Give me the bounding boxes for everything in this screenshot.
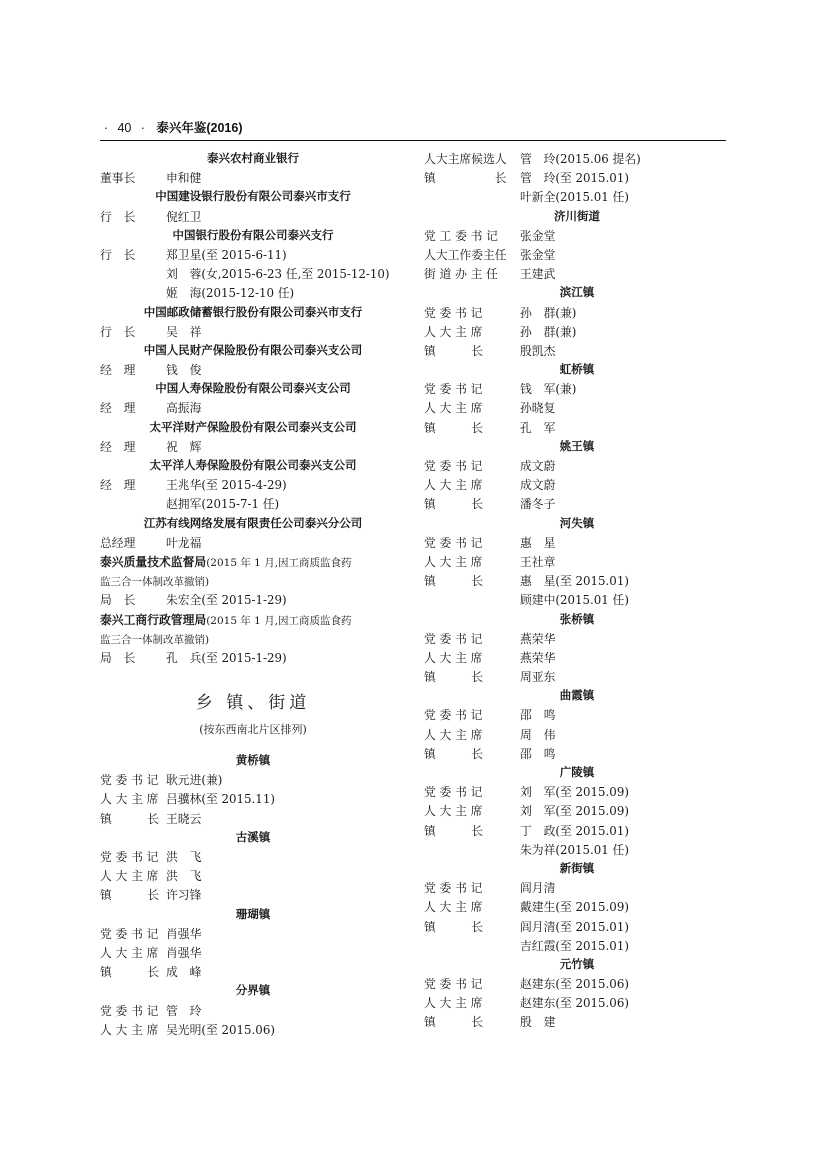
officer-entry bbox=[424, 802, 730, 821]
officer-role: 镇 长 bbox=[424, 574, 483, 589]
header-dot-left: · bbox=[103, 121, 109, 135]
officer-role: 镇 长 bbox=[424, 919, 483, 934]
org-heading: 新街镇 bbox=[559, 862, 595, 875]
officer-entry bbox=[424, 495, 730, 514]
org-heading: 中国人民财产保险股份有限公司泰兴支公司 bbox=[143, 344, 363, 357]
officer-entry bbox=[100, 399, 406, 418]
officer-name: 戴建生(至 2015.09) bbox=[520, 900, 629, 915]
officer-name: 申和健 bbox=[166, 171, 202, 186]
officer-role: 董事长 bbox=[100, 171, 136, 186]
org-heading: 姚王镇 bbox=[559, 440, 595, 453]
officer-role: 人 大 主 席 bbox=[424, 324, 483, 339]
officer-entry bbox=[100, 476, 406, 495]
officer-role: 局 长 bbox=[100, 650, 136, 665]
officer-entry bbox=[100, 361, 406, 380]
officer-name: 成文蔚 bbox=[520, 459, 556, 473]
officer-role: 行 长 bbox=[100, 247, 136, 262]
org-heading: 珊瑚镇 bbox=[235, 908, 271, 921]
org-heading: 分界镇 bbox=[235, 985, 271, 998]
officer-name: 邵 鸣 bbox=[520, 746, 556, 761]
officer-name: 殷凯杰 bbox=[520, 343, 556, 358]
running-header bbox=[100, 118, 726, 138]
officer-entry bbox=[424, 380, 730, 399]
officer-entry bbox=[424, 399, 730, 418]
officer-role: 经 理 bbox=[100, 439, 136, 454]
agency-note bbox=[100, 572, 406, 591]
officer-role: 党 委 书 记 bbox=[100, 926, 159, 941]
officer-name: 闾月清(至 2015.01) bbox=[520, 919, 629, 934]
officer-entry bbox=[424, 342, 730, 361]
officer-role: 镇 长 bbox=[424, 171, 507, 186]
right-column bbox=[424, 150, 730, 1033]
officer-role: 人 大 主 席 bbox=[424, 996, 483, 1011]
section-title: 乡 镇、街道 bbox=[195, 693, 311, 714]
officer-entry bbox=[100, 867, 406, 886]
officer-role: 党 委 书 记 bbox=[424, 305, 483, 320]
agency-note bbox=[100, 553, 406, 572]
officer-name: 吕骥林(至 2015.11) bbox=[166, 792, 275, 807]
officer-entry bbox=[424, 227, 730, 246]
officer-entry bbox=[100, 944, 406, 963]
agency-note bbox=[100, 630, 406, 649]
officer-name: 成 峰 bbox=[166, 965, 202, 980]
officer-entry bbox=[100, 265, 406, 284]
yearbook-title: 泰兴年鉴(2016) bbox=[156, 121, 243, 135]
officer-role: 行 长 bbox=[100, 324, 136, 339]
header-rule bbox=[100, 140, 726, 141]
agency-note bbox=[100, 611, 406, 630]
officer-name: 姬 海(2015-12-10 任) bbox=[166, 286, 295, 301]
officer-entry bbox=[424, 649, 730, 668]
officer-role: 总经理 bbox=[100, 535, 136, 550]
officer-role: 党 委 书 记 bbox=[100, 1003, 159, 1018]
officer-role: 经 理 bbox=[100, 401, 136, 416]
officer-name: 成文蔚 bbox=[520, 478, 556, 493]
officer-role: 人大主席候选人 bbox=[424, 152, 507, 166]
officer-entry bbox=[424, 879, 730, 898]
officer-role: 党 委 书 记 bbox=[424, 535, 483, 550]
officer-role: 党 委 书 记 bbox=[424, 382, 483, 397]
org-heading: 中国人寿保险股份有限公司泰兴支公司 bbox=[155, 383, 351, 396]
agency-name: 泰兴质量技术监督局 bbox=[100, 554, 207, 569]
officer-role: 党 委 书 记 bbox=[424, 785, 483, 800]
officer-name: 叶新全(2015.01 任) bbox=[520, 190, 629, 205]
officer-name: 王晓云 bbox=[166, 811, 202, 826]
officer-name: 王建武 bbox=[520, 267, 556, 282]
officer-entry bbox=[424, 246, 730, 265]
officer-entry bbox=[424, 630, 730, 649]
header-dot-right: · bbox=[140, 121, 145, 135]
org-heading: 河失镇 bbox=[559, 517, 595, 530]
org-heading: 黄桥镇 bbox=[235, 755, 271, 768]
left-column bbox=[100, 150, 406, 1040]
officer-name: 高振海 bbox=[166, 401, 202, 416]
officer-entry bbox=[100, 771, 406, 790]
officer-name: 顾建中(2015.01 任) bbox=[520, 593, 629, 608]
officer-role: 经 理 bbox=[100, 478, 136, 493]
org-heading: 滨江镇 bbox=[559, 287, 595, 300]
officer-entry bbox=[100, 886, 406, 905]
officer-name: 祝 辉 bbox=[166, 439, 202, 454]
org-heading: 中国银行股份有限公司泰兴支行 bbox=[172, 229, 334, 242]
officer-entry bbox=[424, 783, 730, 802]
officer-role: 镇 长 bbox=[424, 420, 483, 435]
officer-role: 人 大 主 席 bbox=[424, 401, 483, 416]
officer-role: 镇 长 bbox=[424, 1015, 483, 1030]
officer-name: 潘冬子 bbox=[520, 497, 556, 512]
officer-entry bbox=[424, 822, 730, 841]
officer-name: 孙晓复 bbox=[520, 401, 556, 416]
org-heading: 虹桥镇 bbox=[559, 364, 595, 377]
org-heading: 广陵镇 bbox=[559, 767, 595, 779]
officer-entry bbox=[100, 1021, 406, 1040]
officer-name: 叶龙福 bbox=[166, 535, 202, 550]
officer-entry bbox=[424, 726, 730, 745]
officer-name: 吉红霞(至 2015.01) bbox=[520, 938, 629, 953]
officer-entry bbox=[100, 790, 406, 809]
officer-name: 刘 军(至 2015.09) bbox=[520, 804, 629, 819]
officer-entry bbox=[424, 476, 730, 495]
officer-name: 惠 星 bbox=[520, 535, 556, 550]
officer-role: 人大工作委主任 bbox=[424, 247, 507, 262]
agency-name: 泰兴工商行政管理局 bbox=[100, 612, 207, 627]
officer-name: 王兆华(至 2015-4-29) bbox=[166, 478, 287, 493]
officer-role: 人 大 主 席 bbox=[100, 945, 159, 960]
org-heading: 中国建设银行股份有限公司泰兴市支行 bbox=[155, 191, 351, 204]
officer-entry bbox=[100, 438, 406, 457]
officer-entry bbox=[424, 419, 730, 438]
officer-role: 党 委 书 记 bbox=[424, 881, 483, 896]
officer-entry bbox=[100, 208, 406, 227]
officer-name: 吴 祥 bbox=[166, 324, 202, 339]
officer-name: 惠 星(至 2015.01) bbox=[520, 574, 629, 589]
section-subtitle: (按东西南北片区排列) bbox=[199, 723, 307, 737]
officer-entry bbox=[100, 534, 406, 553]
officer-entry bbox=[100, 649, 406, 668]
officer-role: 人 大 主 席 bbox=[424, 478, 483, 493]
officer-name: 刘 蓉(女,2015-6-23 任,至 2015-12-10) bbox=[166, 267, 390, 282]
officer-name: 丁 政(至 2015.01) bbox=[520, 823, 629, 838]
officer-name: 耿元进(兼) bbox=[166, 773, 223, 788]
officer-name: 孙 群(兼) bbox=[520, 324, 577, 339]
officer-role: 党 委 书 记 bbox=[100, 850, 159, 864]
officer-role: 局 长 bbox=[100, 593, 136, 608]
officer-role: 党 委 书 记 bbox=[424, 708, 483, 723]
officer-role: 经 理 bbox=[100, 363, 136, 378]
officer-entry bbox=[100, 246, 406, 265]
officer-entry bbox=[424, 169, 730, 188]
officer-role: 镇 长 bbox=[100, 811, 159, 826]
officer-entry bbox=[100, 169, 406, 188]
officer-name: 钱 俊 bbox=[166, 363, 202, 378]
officer-name: 洪 飞 bbox=[166, 869, 202, 884]
officer-role: 党 委 书 记 bbox=[424, 977, 483, 992]
officer-name: 赵拥军(2015-7-1 任) bbox=[166, 497, 280, 512]
officer-name: 钱 军(兼) bbox=[520, 382, 577, 397]
org-heading: 古溪镇 bbox=[235, 831, 271, 844]
officer-entry bbox=[424, 457, 730, 476]
officer-role: 人 大 主 席 bbox=[424, 650, 483, 665]
officer-name: 孙 群(兼) bbox=[520, 305, 577, 320]
officer-name: 管 玲 bbox=[166, 1003, 202, 1018]
officer-entry bbox=[100, 848, 406, 867]
officer-name: 肖强华 bbox=[166, 945, 202, 960]
officer-role: 人 大 主 席 bbox=[424, 727, 483, 742]
officer-name: 赵建东(至 2015.06) bbox=[520, 977, 629, 992]
officer-role: 行 长 bbox=[100, 209, 136, 224]
officer-entry bbox=[100, 810, 406, 829]
officer-name: 管 玲(至 2015.01) bbox=[520, 171, 629, 186]
officer-name: 肖强华 bbox=[166, 926, 202, 941]
officer-entry bbox=[100, 591, 406, 610]
officer-role: 镇 长 bbox=[424, 823, 483, 838]
officer-role: 党 委 书 记 bbox=[424, 631, 483, 646]
org-heading: 江苏有线网络发展有限责任公司泰兴分公司 bbox=[143, 517, 363, 530]
officer-entry bbox=[424, 150, 730, 169]
officer-entry bbox=[424, 937, 730, 956]
officer-role: 镇 长 bbox=[100, 888, 159, 903]
org-heading: 元竹镇 bbox=[559, 958, 595, 971]
officer-role: 人 大 主 席 bbox=[424, 900, 483, 915]
officer-entry bbox=[424, 994, 730, 1013]
officer-entry bbox=[424, 534, 730, 553]
officer-name: 郑卫星(至 2015-6-11) bbox=[166, 247, 287, 262]
agency-remark: 监三合一体制改革撤销) bbox=[100, 633, 210, 646]
officer-entry bbox=[100, 963, 406, 982]
officer-entry bbox=[424, 188, 730, 207]
officer-role: 人 大 主 席 bbox=[424, 554, 483, 569]
org-heading: 曲霞镇 bbox=[559, 690, 595, 703]
page-number: 40 bbox=[117, 121, 132, 135]
org-heading: 太平洋人寿保险股份有限公司泰兴支公司 bbox=[149, 460, 357, 472]
agency-remark: (2015 年 1 月,因工商质监食药 bbox=[206, 556, 352, 569]
officer-name: 倪红卫 bbox=[166, 209, 202, 224]
officer-entry bbox=[424, 841, 730, 860]
officer-role: 人 大 主 席 bbox=[100, 792, 159, 807]
officer-role: 镇 长 bbox=[424, 670, 483, 685]
officer-name: 朱宏全(至 2015-1-29) bbox=[166, 593, 287, 608]
officer-name: 赵建东(至 2015.06) bbox=[520, 996, 629, 1011]
officer-name: 周亚东 bbox=[520, 670, 556, 685]
officer-name: 许习锋 bbox=[166, 888, 202, 903]
officer-entry bbox=[424, 572, 730, 591]
officer-role: 党 委 书 记 bbox=[424, 459, 483, 473]
officer-entry bbox=[424, 668, 730, 687]
org-heading: 中国邮政储蓄银行股份有限公司泰兴市支行 bbox=[143, 306, 363, 319]
officer-name: 管 玲(2015.06 提名) bbox=[520, 152, 641, 166]
org-heading: 太平洋财产保险股份有限公司泰兴支公司 bbox=[149, 421, 357, 434]
org-heading: 泰兴农村商业银行 bbox=[207, 153, 299, 165]
officer-name: 朱为祥(2015.01 任) bbox=[520, 842, 629, 857]
officer-role: 镇 长 bbox=[100, 965, 159, 980]
officer-role: 镇 长 bbox=[424, 343, 483, 358]
org-heading: 济川街道 bbox=[554, 210, 600, 223]
officer-name: 张金堂 bbox=[520, 228, 556, 243]
officer-entry bbox=[424, 1013, 730, 1032]
officer-entry bbox=[424, 304, 730, 323]
officer-name: 闾月清 bbox=[520, 881, 556, 896]
officer-entry bbox=[424, 265, 730, 284]
officer-entry bbox=[424, 918, 730, 937]
officer-entry bbox=[100, 1002, 406, 1021]
officer-name: 孔 军 bbox=[520, 420, 556, 435]
officer-name: 燕荣华 bbox=[520, 631, 556, 646]
officer-name: 王社章 bbox=[520, 554, 556, 569]
officer-name: 刘 军(至 2015.09) bbox=[520, 785, 629, 800]
officer-role: 人 大 主 席 bbox=[100, 1022, 159, 1037]
officer-entry bbox=[424, 553, 730, 572]
officer-role: 人 大 主 席 bbox=[100, 869, 159, 884]
officer-entry bbox=[424, 975, 730, 994]
officer-role: 镇 长 bbox=[424, 497, 483, 512]
officer-name: 孔 兵(至 2015-1-29) bbox=[166, 650, 287, 665]
officer-name: 张金堂 bbox=[520, 247, 556, 262]
officer-role: 街 道 办 主 任 bbox=[424, 267, 498, 282]
agency-remark: 监三合一体制改革撤销) bbox=[100, 576, 210, 589]
officer-name: 殷 建 bbox=[520, 1015, 556, 1030]
agency-remark: (2015 年 1 月,因工商质监食药 bbox=[206, 614, 352, 627]
officer-entry bbox=[100, 323, 406, 342]
officer-role: 镇 长 bbox=[424, 746, 483, 761]
officer-entry bbox=[424, 706, 730, 725]
officer-entry bbox=[424, 323, 730, 342]
officer-role: 党 委 书 记 bbox=[100, 773, 159, 788]
officer-role: 党 工 委 书 记 bbox=[424, 228, 498, 243]
officer-name: 邵 鸣 bbox=[520, 708, 556, 723]
officer-name: 周 伟 bbox=[520, 727, 556, 742]
officer-name: 吴光明(至 2015.06) bbox=[166, 1022, 275, 1037]
officer-entry bbox=[100, 495, 406, 514]
officer-entry bbox=[424, 591, 730, 610]
officer-entry bbox=[424, 745, 730, 764]
officer-name: 洪 飞 bbox=[166, 850, 202, 864]
officer-entry bbox=[424, 898, 730, 917]
officer-role: 人 大 主 席 bbox=[424, 804, 483, 819]
officer-name: 燕荣华 bbox=[520, 650, 556, 665]
officer-entry bbox=[100, 284, 406, 303]
org-heading: 张桥镇 bbox=[559, 613, 595, 626]
officer-entry bbox=[100, 925, 406, 944]
